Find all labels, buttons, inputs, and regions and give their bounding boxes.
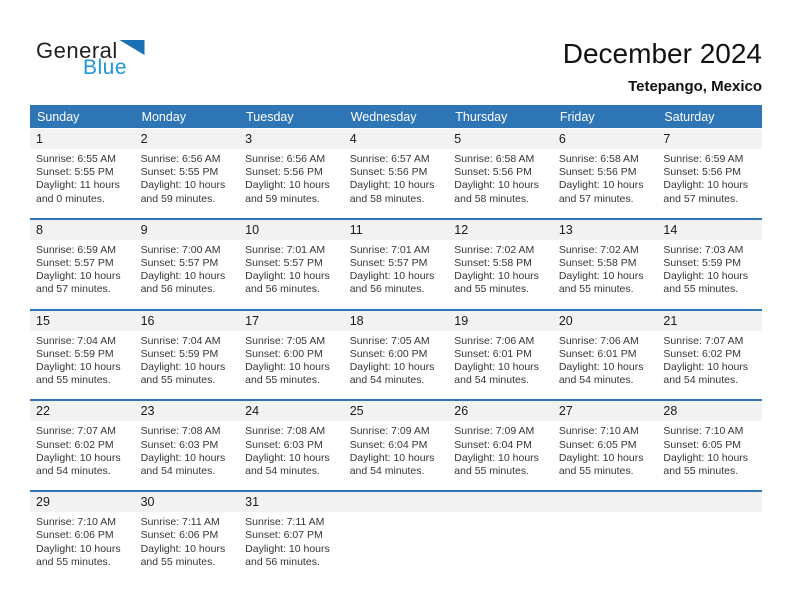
detail-line: Daylight: 10 hours	[140, 542, 226, 555]
detail-line: Sunrise: 7:07 AM	[663, 334, 744, 347]
detail-line: Daylight: 10 hours	[663, 270, 749, 283]
weekday-header-thursday: Thursday	[455, 109, 508, 124]
day-cell	[239, 220, 344, 309]
detail-line: and 54 minutes.	[349, 465, 425, 478]
detail-line: and 54 minutes.	[36, 465, 111, 478]
detail-line: Sunset: 5:57 PM	[349, 257, 428, 270]
detail-line: Daylight: 10 hours	[454, 361, 539, 374]
detail-line: Sunset: 5:57 PM	[36, 257, 114, 270]
weekday-header-friday: Friday	[559, 109, 595, 124]
detail-line: Sunrise: 7:01 AM	[349, 243, 430, 256]
day-details	[135, 331, 240, 400]
detail-line: and 55 minutes.	[245, 374, 320, 387]
day-number	[657, 492, 762, 512]
day-number: 30	[135, 492, 240, 512]
detail-line: Daylight: 10 hours	[558, 179, 644, 192]
day-cell	[239, 129, 344, 218]
detail-line: Sunrise: 7:00 AM	[140, 243, 221, 256]
detail-line: Sunset: 6:06 PM	[36, 529, 114, 542]
detail-line: and 55 minutes.	[663, 465, 739, 478]
detail-line: Daylight: 10 hours	[140, 451, 226, 464]
day-number: 11	[344, 220, 449, 240]
day-number: 29	[30, 492, 135, 512]
day-details	[30, 421, 135, 490]
detail-line: Sunrise: 6:59 AM	[36, 243, 116, 256]
detail-line: Sunrise: 7:04 AM	[140, 334, 221, 347]
day-cell	[135, 220, 240, 309]
detail-line: Daylight: 10 hours	[454, 179, 539, 192]
weekday-header-saturday: Saturday	[664, 109, 715, 124]
detail-line: Daylight: 10 hours	[558, 361, 644, 374]
detail-line: Sunset: 6:05 PM	[663, 438, 742, 451]
day-number: 18	[344, 311, 449, 331]
day-cell-empty	[657, 492, 762, 581]
day-number: 26	[448, 401, 553, 421]
detail-line: Sunset: 5:59 PM	[36, 347, 114, 360]
detail-line: Sunset: 5:56 PM	[558, 166, 637, 179]
detail-line: Sunrise: 7:08 AM	[140, 425, 221, 438]
detail-line: and 0 minutes.	[36, 192, 105, 205]
detail-line: Daylight: 10 hours	[36, 361, 121, 374]
detail-line: Sunset: 6:00 PM	[349, 347, 428, 360]
detail-line: and 58 minutes.	[454, 192, 529, 205]
day-cell	[344, 220, 449, 309]
detail-line: Daylight: 10 hours	[454, 270, 539, 283]
page-title: December 2024	[562, 38, 762, 69]
detail-line: Daylight: 10 hours	[349, 361, 435, 374]
day-cell	[30, 311, 135, 400]
day-number: 17	[239, 311, 344, 331]
day-cell	[553, 129, 658, 218]
detail-line: Sunrise: 6:56 AM	[245, 153, 326, 165]
day-number: 19	[448, 311, 553, 331]
day-details	[553, 240, 658, 309]
detail-line: and 57 minutes.	[558, 192, 634, 205]
detail-line: Sunrise: 7:10 AM	[558, 425, 639, 438]
day-cell	[657, 311, 762, 400]
detail-line: Daylight: 10 hours	[349, 179, 435, 192]
day-details	[344, 331, 449, 400]
day-number	[448, 492, 553, 512]
day-cell	[135, 492, 240, 581]
day-number: 14	[657, 220, 762, 240]
day-number: 25	[344, 401, 449, 421]
detail-line: Sunset: 5:57 PM	[140, 257, 219, 270]
detail-line: Daylight: 10 hours	[140, 179, 226, 192]
day-number: 5	[448, 129, 553, 149]
detail-line: Daylight: 10 hours	[36, 451, 121, 464]
day-number: 6	[553, 129, 658, 149]
day-cell	[135, 311, 240, 400]
day-number: 23	[135, 401, 240, 421]
detail-line: Sunset: 5:59 PM	[663, 257, 742, 270]
detail-line: and 55 minutes.	[558, 283, 634, 296]
detail-line: Sunset: 6:06 PM	[140, 529, 219, 542]
day-details	[239, 512, 344, 581]
detail-line: Daylight: 10 hours	[36, 270, 121, 283]
day-details	[344, 240, 449, 309]
detail-line: Sunset: 5:56 PM	[245, 166, 323, 179]
detail-line: Sunrise: 7:06 AM	[558, 334, 639, 347]
detail-line: and 57 minutes.	[36, 283, 111, 296]
week-row	[30, 129, 762, 218]
day-cell	[30, 401, 135, 490]
detail-line: and 55 minutes.	[140, 555, 216, 568]
day-cell	[239, 401, 344, 490]
day-cell	[30, 220, 135, 309]
detail-line: Daylight: 10 hours	[245, 270, 330, 283]
day-details	[239, 421, 344, 490]
day-number: 4	[344, 129, 449, 149]
detail-line: Sunrise: 7:11 AM	[140, 516, 220, 529]
detail-line: Sunset: 6:04 PM	[454, 438, 532, 451]
day-details	[344, 149, 449, 218]
detail-line: Sunset: 6:03 PM	[140, 438, 219, 451]
day-details	[30, 331, 135, 400]
detail-line: Sunrise: 6:58 AM	[454, 153, 535, 165]
weeks-container	[30, 129, 762, 581]
day-details	[448, 421, 553, 490]
day-details	[448, 240, 553, 309]
day-number	[553, 492, 658, 512]
day-cell	[553, 311, 658, 400]
detail-line: Sunset: 5:55 PM	[36, 166, 114, 179]
detail-line: and 59 minutes.	[140, 192, 216, 205]
day-number: 13	[553, 220, 658, 240]
detail-line: and 55 minutes.	[663, 283, 739, 296]
day-details	[553, 421, 658, 490]
detail-line: Daylight: 10 hours	[140, 270, 226, 283]
detail-line: and 56 minutes.	[245, 283, 320, 296]
detail-line: Sunrise: 7:08 AM	[245, 425, 326, 438]
detail-line: Sunset: 6:05 PM	[558, 438, 637, 451]
detail-line: Sunset: 5:59 PM	[140, 347, 219, 360]
detail-line: Sunset: 6:01 PM	[454, 347, 532, 360]
detail-line: Daylight: 10 hours	[663, 451, 749, 464]
day-number: 15	[30, 311, 135, 331]
day-number: 16	[135, 311, 240, 331]
detail-line: Sunset: 5:55 PM	[140, 166, 219, 179]
day-cell	[30, 492, 135, 581]
detail-line: Sunset: 5:56 PM	[663, 166, 742, 179]
day-number: 22	[30, 401, 135, 421]
detail-line: Sunrise: 7:02 AM	[454, 243, 535, 256]
day-cell	[344, 129, 449, 218]
day-cell	[553, 401, 658, 490]
detail-line: and 55 minutes.	[558, 465, 634, 478]
detail-line: Sunrise: 7:05 AM	[245, 334, 326, 347]
detail-line: and 55 minutes.	[36, 374, 111, 387]
detail-line: Daylight: 10 hours	[245, 542, 330, 555]
day-cell	[135, 129, 240, 218]
day-details	[553, 331, 658, 400]
day-cell	[553, 220, 658, 309]
detail-line: Sunset: 6:03 PM	[245, 438, 323, 451]
day-number: 24	[239, 401, 344, 421]
day-number: 7	[657, 129, 762, 149]
day-details	[135, 421, 240, 490]
week-row	[30, 218, 762, 309]
day-cell	[344, 311, 449, 400]
detail-line: Sunrise: 6:58 AM	[558, 153, 639, 165]
page-location: Tetepango, Mexico	[628, 78, 762, 95]
day-details	[30, 149, 135, 218]
day-details	[239, 331, 344, 400]
day-number: 21	[657, 311, 762, 331]
day-details	[657, 240, 762, 309]
detail-line: Daylight: 10 hours	[558, 451, 644, 464]
detail-line: Sunrise: 7:11 AM	[245, 516, 325, 529]
day-cell	[448, 220, 553, 309]
detail-line: and 54 minutes.	[140, 465, 216, 478]
detail-line: and 56 minutes.	[140, 283, 216, 296]
day-number: 27	[553, 401, 658, 421]
detail-line: Sunset: 6:01 PM	[558, 347, 637, 360]
detail-line: Sunrise: 7:06 AM	[454, 334, 535, 347]
week-row	[30, 490, 762, 581]
weekday-header-sunday: Sunday	[37, 109, 80, 124]
day-number: 9	[135, 220, 240, 240]
day-cell-empty	[344, 492, 449, 581]
detail-line: and 55 minutes.	[36, 555, 111, 568]
day-cell	[30, 129, 135, 218]
day-details	[135, 240, 240, 309]
day-number: 31	[239, 492, 344, 512]
weekday-header-tuesday: Tuesday	[246, 109, 294, 124]
day-cell	[657, 220, 762, 309]
weekday-header-row	[30, 105, 762, 128]
detail-line: Sunset: 6:07 PM	[245, 529, 323, 542]
detail-line: Sunrise: 6:59 AM	[663, 153, 744, 165]
detail-line: and 59 minutes.	[245, 192, 320, 205]
day-number	[344, 492, 449, 512]
day-details	[135, 512, 240, 581]
day-number: 10	[239, 220, 344, 240]
detail-line: and 55 minutes.	[454, 283, 529, 296]
detail-line: Daylight: 10 hours	[245, 179, 330, 192]
day-details	[135, 149, 240, 218]
detail-line: and 54 minutes.	[663, 374, 739, 387]
day-details	[553, 149, 658, 218]
day-number: 8	[30, 220, 135, 240]
calendar-table	[30, 105, 762, 581]
day-details	[657, 331, 762, 400]
detail-line: Daylight: 10 hours	[558, 270, 644, 283]
detail-line: Sunset: 5:58 PM	[558, 257, 637, 270]
detail-line: and 54 minutes.	[349, 374, 425, 387]
logo-text-blue: Blue	[83, 56, 128, 79]
detail-line: Daylight: 10 hours	[36, 542, 121, 555]
day-number: 1	[30, 129, 135, 149]
detail-line: and 58 minutes.	[349, 192, 425, 205]
week-row	[30, 399, 762, 490]
day-number: 3	[239, 129, 344, 149]
detail-line: Daylight: 10 hours	[349, 270, 435, 283]
day-number: 2	[135, 129, 240, 149]
detail-line: Sunrise: 6:55 AM	[36, 153, 116, 165]
detail-line: Daylight: 10 hours	[454, 451, 539, 464]
detail-line: Sunset: 5:56 PM	[454, 166, 532, 179]
detail-line: Daylight: 10 hours	[663, 179, 749, 192]
detail-line: Daylight: 10 hours	[140, 361, 226, 374]
general-blue-logo	[36, 40, 145, 78]
day-details	[448, 331, 553, 400]
detail-line: and 54 minutes.	[245, 465, 320, 478]
day-details	[30, 240, 135, 309]
detail-line: Sunset: 5:58 PM	[454, 257, 532, 270]
day-details	[657, 149, 762, 218]
day-cell	[448, 311, 553, 400]
day-cell	[448, 401, 553, 490]
logo-text-general: General	[36, 38, 118, 63]
day-cell	[239, 492, 344, 581]
detail-line: and 55 minutes.	[454, 465, 529, 478]
day-cell	[239, 311, 344, 400]
detail-line: and 56 minutes.	[245, 555, 320, 568]
weekday-header-wednesday: Wednesday	[350, 109, 417, 124]
detail-line: Sunset: 5:57 PM	[245, 257, 323, 270]
detail-line: Sunrise: 7:09 AM	[349, 425, 430, 438]
detail-line: Daylight: 10 hours	[663, 361, 749, 374]
detail-line: Sunset: 6:00 PM	[245, 347, 323, 360]
detail-line: Sunrise: 7:05 AM	[349, 334, 430, 347]
day-details	[239, 240, 344, 309]
weekday-header-monday: Monday	[141, 109, 187, 124]
day-cell	[344, 401, 449, 490]
detail-line: and 56 minutes.	[349, 283, 425, 296]
detail-line: and 54 minutes.	[454, 374, 529, 387]
day-number: 12	[448, 220, 553, 240]
detail-line: Sunset: 5:56 PM	[349, 166, 428, 179]
detail-line: and 57 minutes.	[663, 192, 739, 205]
detail-line: Daylight: 10 hours	[245, 361, 330, 374]
detail-line: Sunrise: 7:10 AM	[663, 425, 744, 438]
day-number: 28	[657, 401, 762, 421]
detail-line: Daylight: 10 hours	[245, 451, 330, 464]
detail-line: Sunrise: 7:10 AM	[36, 516, 116, 529]
day-details	[657, 421, 762, 490]
detail-line: Sunrise: 7:03 AM	[663, 243, 744, 256]
detail-line: Sunset: 6:04 PM	[349, 438, 428, 451]
detail-line: Sunrise: 7:04 AM	[36, 334, 116, 347]
detail-line: Sunset: 6:02 PM	[663, 347, 742, 360]
detail-line: Sunrise: 7:02 AM	[558, 243, 639, 256]
detail-line: Sunrise: 6:56 AM	[140, 153, 221, 165]
day-cell	[657, 401, 762, 490]
detail-line: Sunrise: 7:09 AM	[454, 425, 535, 438]
day-details	[344, 421, 449, 490]
detail-line: Daylight: 10 hours	[349, 451, 435, 464]
title-block	[563, 38, 762, 95]
detail-line: and 54 minutes.	[558, 374, 634, 387]
day-details	[239, 149, 344, 218]
detail-line: Sunset: 6:02 PM	[36, 438, 114, 451]
day-cell-empty	[448, 492, 553, 581]
detail-line: Sunrise: 6:57 AM	[349, 153, 430, 165]
week-row	[30, 309, 762, 400]
detail-line: Daylight: 11 hours	[36, 179, 120, 192]
detail-line: Sunrise: 7:07 AM	[36, 425, 116, 438]
detail-line: and 55 minutes.	[140, 374, 216, 387]
detail-line: Sunrise: 7:01 AM	[245, 243, 326, 256]
day-cell-empty	[553, 492, 658, 581]
day-cell	[448, 129, 553, 218]
day-details	[30, 512, 135, 581]
day-cell	[135, 401, 240, 490]
day-details	[448, 149, 553, 218]
day-number: 20	[553, 311, 658, 331]
day-cell	[657, 129, 762, 218]
